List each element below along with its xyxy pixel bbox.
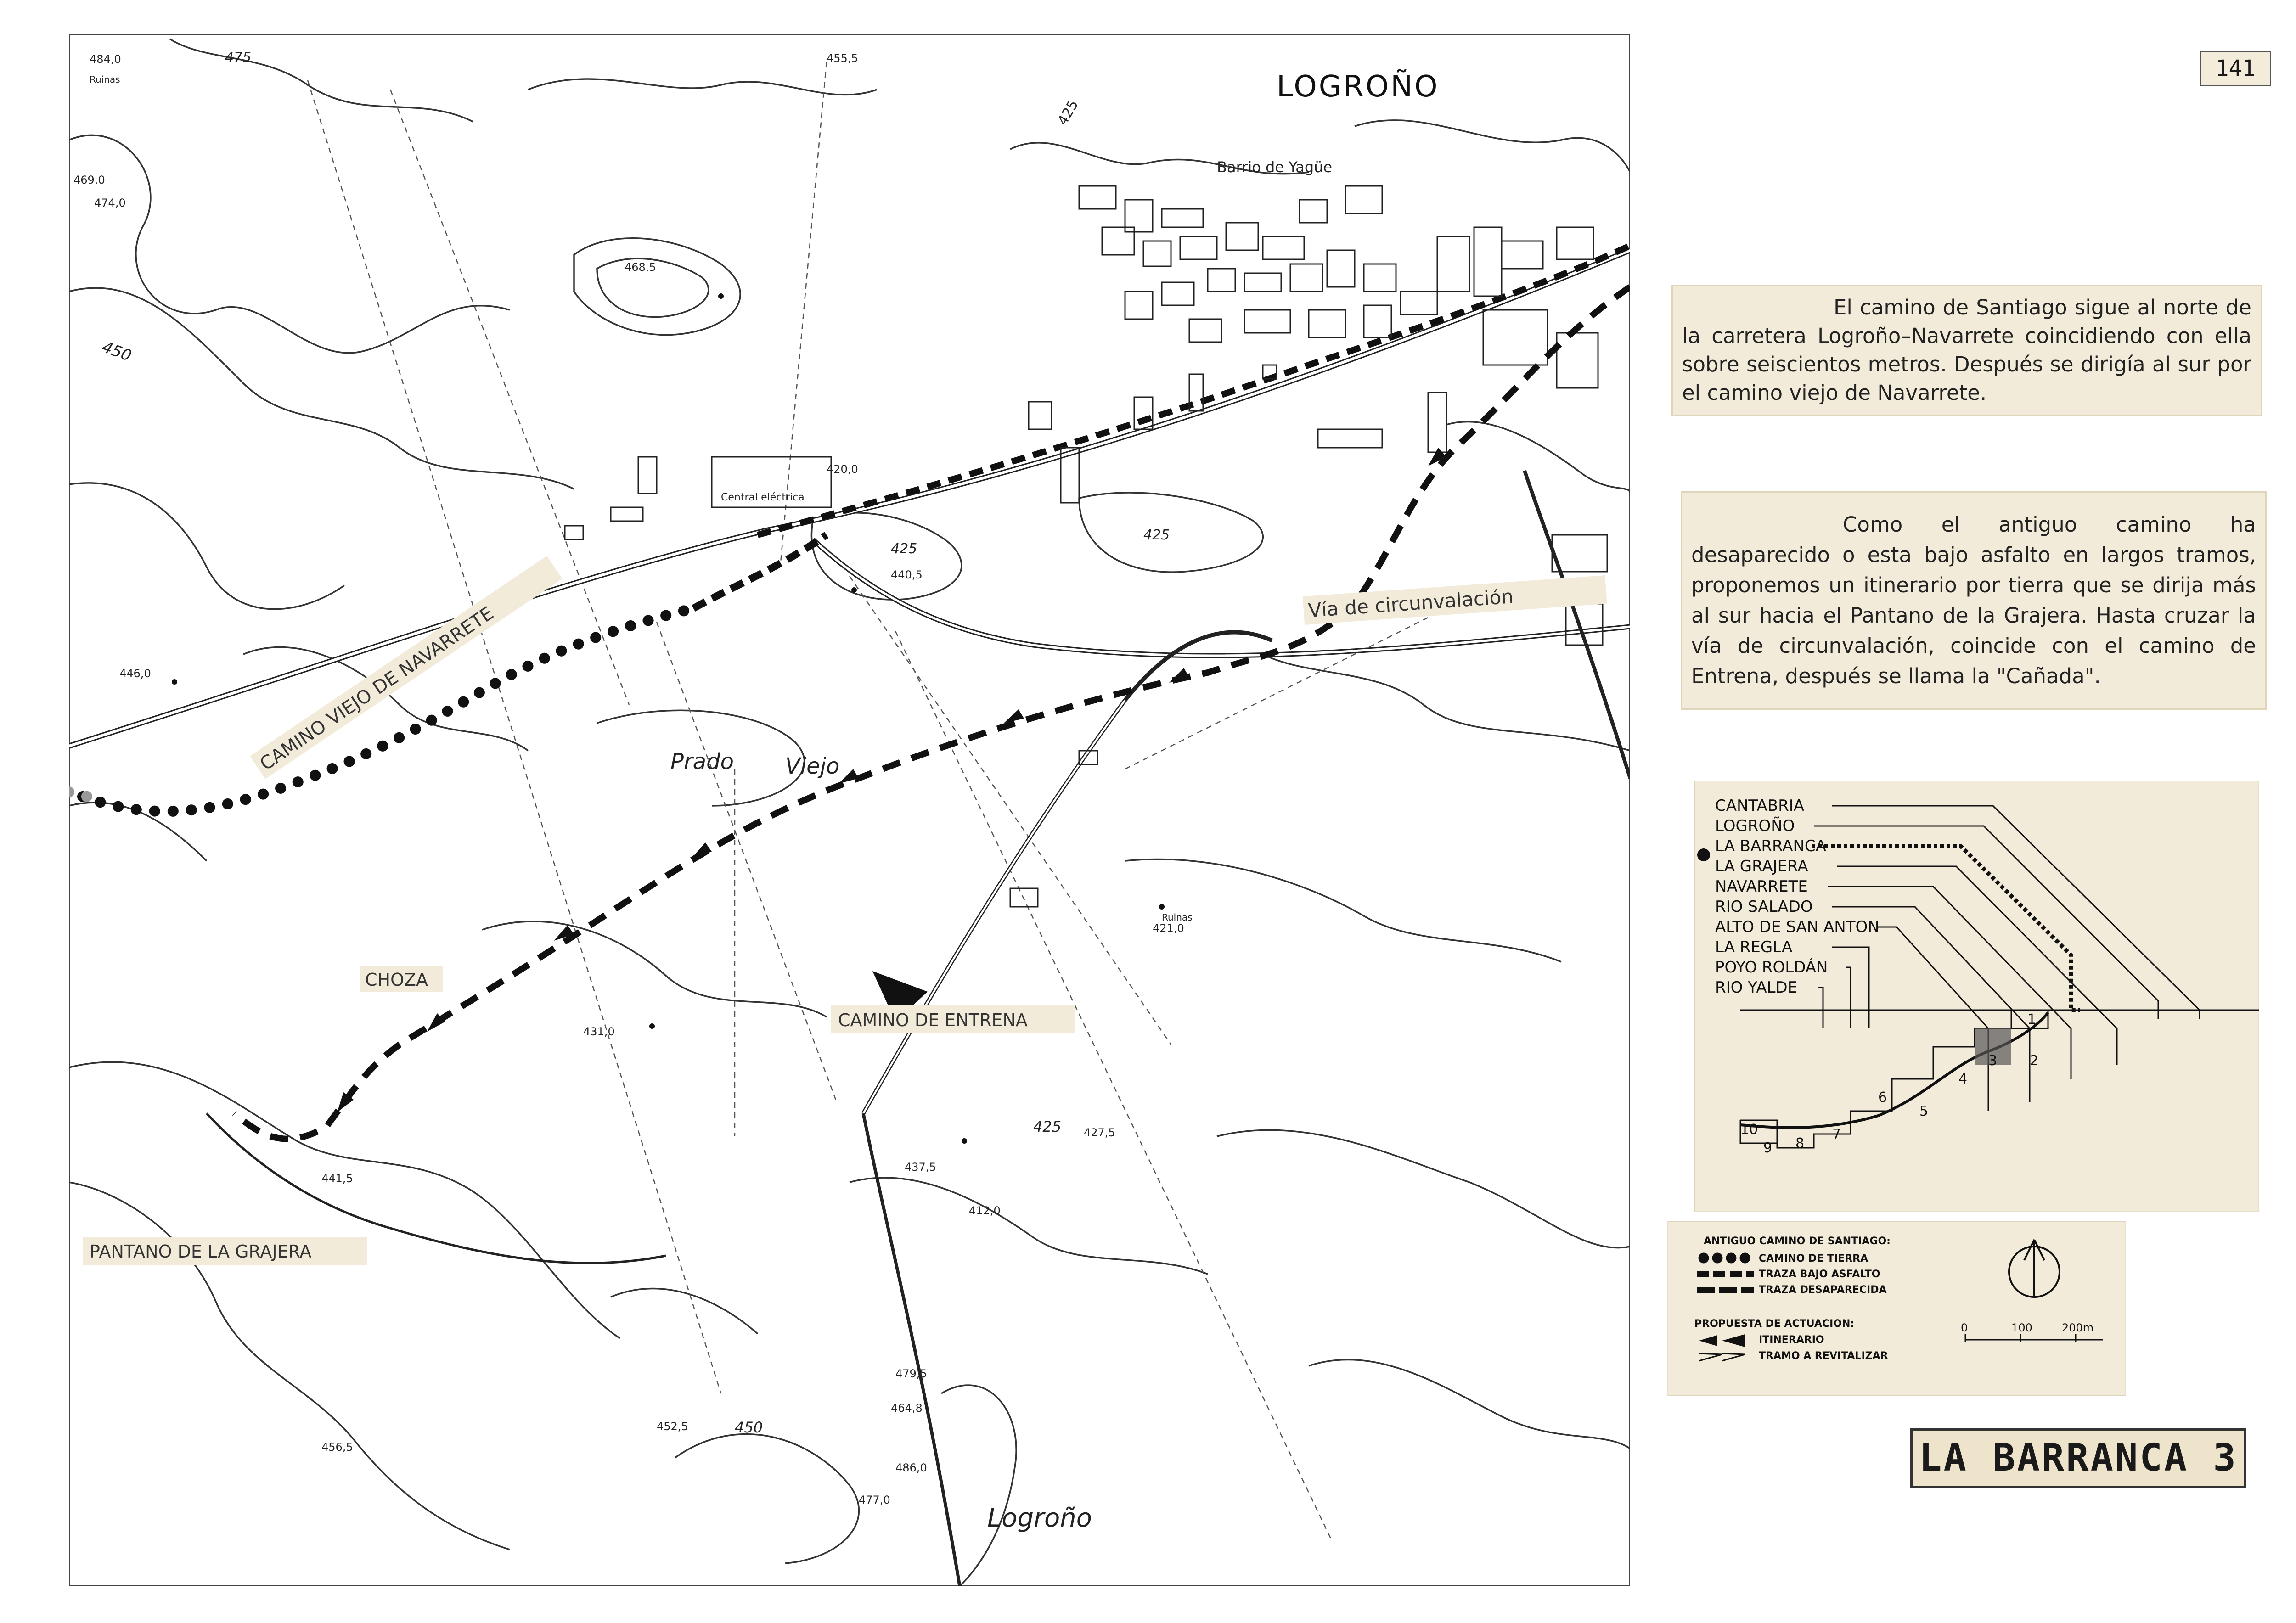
svg-text:421,0: 421,0 bbox=[1153, 922, 1184, 935]
svg-text:LOGROÑO: LOGROÑO bbox=[1715, 817, 1795, 835]
svg-text:CHOZA: CHOZA bbox=[365, 970, 428, 990]
label-choza bbox=[360, 966, 443, 992]
svg-text:Vía de circunvalación: Vía de circunvalación bbox=[1307, 585, 1514, 622]
svg-text:100: 100 bbox=[2011, 1321, 2032, 1334]
svg-text:POYO ROLDÁN: POYO ROLDÁN bbox=[1715, 958, 1828, 977]
ruinas-nw-label: Ruinas bbox=[90, 74, 120, 85]
svg-text:LA REGLA: LA REGLA bbox=[1715, 938, 1793, 956]
svg-text:455,5: 455,5 bbox=[827, 52, 858, 65]
route-stage-diagram bbox=[1694, 781, 2259, 1212]
svg-text:431,0: 431,0 bbox=[583, 1025, 615, 1038]
svg-text:425: 425 bbox=[1033, 1118, 1062, 1135]
legend-item-tierra: CAMINO DE TIERRA bbox=[1759, 1253, 1868, 1264]
legend-proposal-heading: PROPUESTA DE ACTUACION: bbox=[1694, 1318, 1855, 1330]
sheet-title: LA BARRANCA 3 bbox=[1910, 1428, 2246, 1488]
svg-text:484,0: 484,0 bbox=[90, 53, 121, 66]
svg-text:450: 450 bbox=[735, 1419, 763, 1436]
svg-text:468,5: 468,5 bbox=[625, 261, 656, 274]
svg-text:2: 2 bbox=[2030, 1053, 2039, 1069]
svg-text:469,0: 469,0 bbox=[73, 174, 105, 186]
paragraph-1-text: El camino de Santiago sigue al norte de la carretera Logroño–Navarrete coincidiendo con ella sobre seiscientos metros. Después se dirigía al sur por el camino viejo de Navarrete. bbox=[1682, 295, 2251, 405]
svg-text:ALTO DE SAN ANTON: ALTO DE SAN ANTON bbox=[1715, 918, 1880, 936]
prado-label: Prado bbox=[670, 749, 734, 775]
svg-text:8: 8 bbox=[1795, 1135, 1805, 1151]
svg-text:5: 5 bbox=[1919, 1103, 1929, 1119]
svg-text:456,5: 456,5 bbox=[321, 1441, 353, 1454]
svg-text:LA GRAJERA: LA GRAJERA bbox=[1715, 857, 1808, 876]
legend-item-desaparecida: TRAZA DESAPARECIDA bbox=[1759, 1284, 1887, 1296]
svg-text:440,5: 440,5 bbox=[891, 568, 923, 581]
svg-text:CANTABRIA: CANTABRIA bbox=[1715, 797, 1805, 815]
svg-text:CAMINO DE ENTRENA: CAMINO DE ENTRENA bbox=[838, 1010, 1028, 1030]
svg-text:RIO YALDE: RIO YALDE bbox=[1715, 978, 1798, 997]
svg-text:446,0: 446,0 bbox=[119, 667, 151, 680]
svg-text:420,0: 420,0 bbox=[827, 463, 858, 476]
paragraph-camino-santiago bbox=[1671, 285, 2262, 416]
svg-text:3: 3 bbox=[1988, 1053, 1998, 1069]
ruinas-mid-label: Ruinas bbox=[1162, 912, 1193, 923]
label-camino-entrena bbox=[831, 1005, 1075, 1033]
legend-item-revitalizar: TRAMO A REVITALIZAR bbox=[1759, 1350, 1888, 1362]
page-number: 141 bbox=[2200, 51, 2271, 86]
svg-text:NAVARRETE: NAVARRETE bbox=[1715, 877, 1808, 896]
paragraph-itinerario bbox=[1681, 491, 2267, 710]
svg-text:479,5: 479,5 bbox=[895, 1367, 927, 1380]
topographic-map bbox=[69, 34, 1630, 1586]
svg-text:RIO SALADO: RIO SALADO bbox=[1715, 898, 1813, 916]
svg-text:441,5: 441,5 bbox=[321, 1172, 353, 1185]
logrono-south-label: Logroño bbox=[987, 1503, 1092, 1533]
central-label: Central eléctrica bbox=[721, 492, 805, 503]
svg-text:4: 4 bbox=[1958, 1071, 1968, 1087]
svg-text:LA BARRANCA: LA BARRANCA bbox=[1715, 837, 1826, 855]
svg-text:10: 10 bbox=[1740, 1122, 1758, 1138]
svg-text:6: 6 bbox=[1878, 1089, 1887, 1106]
svg-text:450: 450 bbox=[99, 337, 134, 365]
svg-text:7: 7 bbox=[1832, 1126, 1841, 1142]
svg-text:PANTANO DE LA GRAJERA: PANTANO DE LA GRAJERA bbox=[90, 1241, 312, 1262]
svg-text:425: 425 bbox=[1143, 527, 1170, 543]
legend-heading: ANTIGUO CAMINO DE SANTIAGO: bbox=[1704, 1236, 1891, 1247]
svg-text:427,5: 427,5 bbox=[1084, 1126, 1115, 1139]
viejo-label: Viejo bbox=[785, 753, 840, 779]
legend-item-itinerario: ITINERARIO bbox=[1759, 1334, 1824, 1346]
svg-text:437,5: 437,5 bbox=[905, 1161, 936, 1174]
svg-text:0: 0 bbox=[1961, 1321, 1968, 1334]
paragraph-2-text: Como el antiguo camino ha desaparecido o esta bajo asfalto en largos tramos, proponemos un itinerario por tierra que se dirija más al sur hacia el Pantano de la Grajera. Hasta cruzar la vía de circunvalación, coincide con el camino de Entrena, después se llama la "Cañada". bbox=[1691, 512, 2256, 688]
svg-text:9: 9 bbox=[1763, 1140, 1773, 1156]
svg-text:CAMINO VIEJO DE NAVARRETE: CAMINO VIEJO DE NAVARRETE bbox=[256, 602, 498, 775]
map-legend bbox=[1667, 1221, 2126, 1396]
current-stage-marker bbox=[1697, 848, 1710, 861]
legend-item-asfalto: TRAZA BAJO ASFALTO bbox=[1759, 1269, 1880, 1280]
svg-text:1: 1 bbox=[2027, 1011, 2037, 1028]
city-title: LOGROÑO bbox=[1277, 70, 1440, 104]
svg-text:425: 425 bbox=[891, 541, 917, 557]
svg-text:425: 425 bbox=[1054, 97, 1082, 128]
svg-text:452,5: 452,5 bbox=[657, 1420, 688, 1433]
svg-text:477,0: 477,0 bbox=[859, 1494, 890, 1506]
svg-text:464,8: 464,8 bbox=[891, 1402, 923, 1415]
svg-text:412,0: 412,0 bbox=[969, 1204, 1001, 1217]
barrio-label: Barrio de Yagüe bbox=[1217, 158, 1333, 176]
svg-text:475: 475 bbox=[225, 50, 252, 66]
svg-text:474,0: 474,0 bbox=[94, 197, 126, 209]
svg-text:200m: 200m bbox=[2062, 1321, 2094, 1334]
label-pantano bbox=[83, 1237, 367, 1265]
svg-text:486,0: 486,0 bbox=[895, 1461, 927, 1474]
